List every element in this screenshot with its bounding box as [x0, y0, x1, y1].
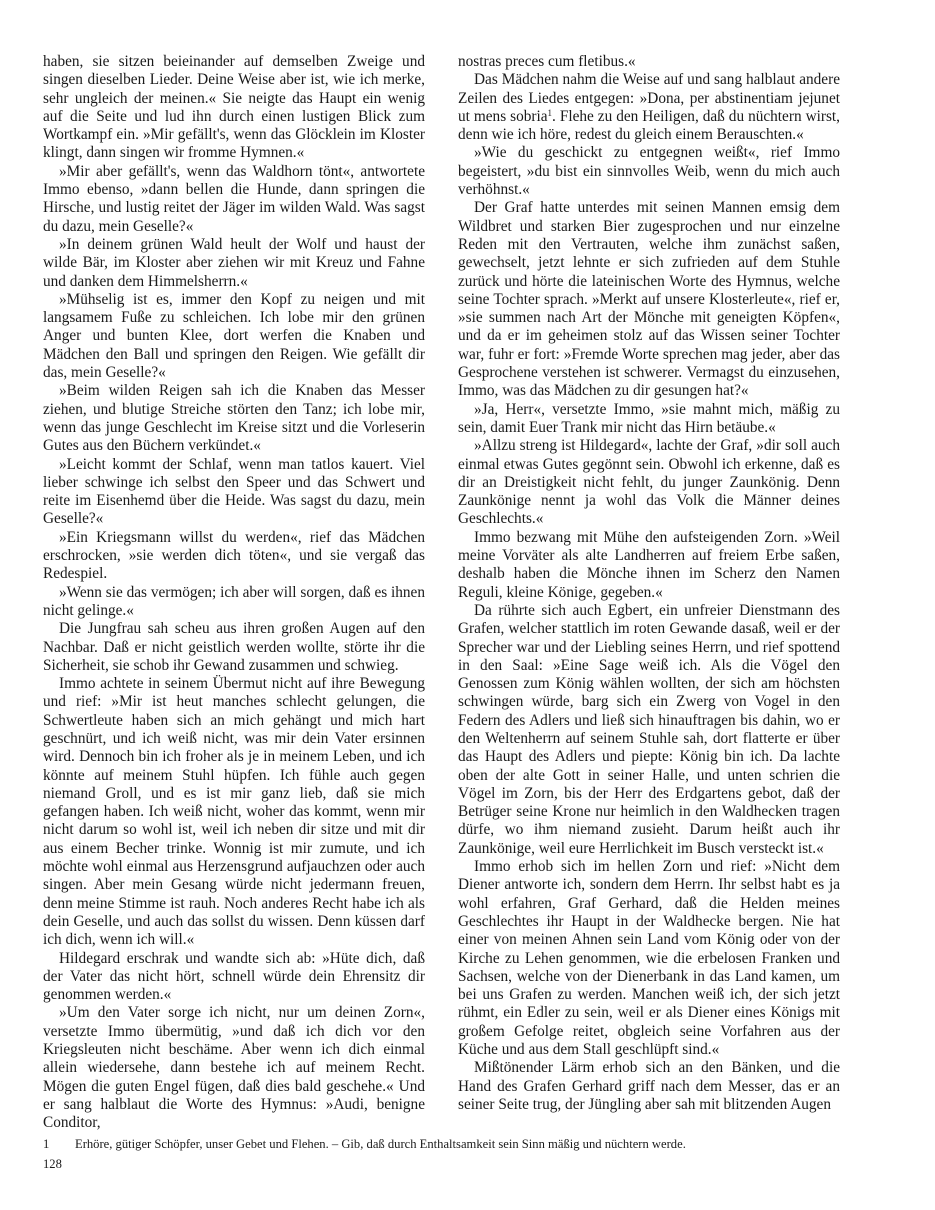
paragraph-with-footnote [458, 71, 840, 144]
paragraph: haben, sie sitzen beieinander auf demselben Zweige und singen dieselben Lieder. Deine Weise aber ist, wie ich merke, sehr ungleich der meinen.« Sie neigte das Haupt ein wenig auf die Seite und lud ihn durch einen lustigen Blick zum Wortkampf ein. »Mir gefällt's, wenn das Glöcklein im Kloster klingt, dann singen wir fromme Hymnen.« [43, 53, 425, 162]
paragraph: Immo erhob sich im hellen Zorn und rief: »Nicht dem Diener antworte ich, sondern dem Herrn. Ihr selbst habt es ja wohl erfahren, Graf Gerhard, daß die Helden meines Geschlechtes ihr Haupt in der Waldhecke bergen. Nie hat einer von meinen Ahnen sein Land vom König oder von der Kirche zu Lehen genommen, wie die erbelosen Franken und Sachsen, welche von der Dienerbank in das Land kamen, um bei uns Grafen zu werden. Manchen weiß ich, der sich jetzt rühmt, ein Edler zu sein, weil er als Diener eines Königs mit großem Gefolge reitet, obgleich seine Vorfahren aus der Küche und aus dem Stall geschlüpft sind.« [458, 858, 840, 1059]
left-text-column [43, 53, 425, 1133]
footnote-number: 1 [43, 1137, 50, 1151]
paragraph: »Wie du geschickt zu entgegnen weißt«, rief Immo begeistert, »du bist ein sinnvolles Weib, wenn du mich auch verhöhnst.« [458, 144, 840, 199]
footnote-text: Erhöre, gütiger Schöpfer, unser Gebet und Flehen. – Gib, daß durch Enthaltsamkeit sein Sinn mäßig und nüchtern werde. [75, 1137, 686, 1151]
paragraph: »In deinem grünen Wald heult der Wolf und haust der wilde Bär, im Kloster aber ziehen wir mit Kreuz und Fahne und danken dem Himmelsherrn.« [43, 235, 425, 290]
paragraph-continuation: nostras preces cum fletibus.« [458, 53, 636, 70]
paragraph: »Allzu streng ist Hildegard«, lachte der Graf, »dir soll auch einmal etwas Gutes gegönnt sein. Obwohl ich erkenne, daß es dir an Dreistigkeit nicht fehlt, du junger Zaunkönig. Denn Zaunkönige nennt ja wohl das Volk die Männer deines Geschlechts.« [458, 437, 840, 528]
paragraph: Mißtönender Lärm erhob sich an den Bänken, und die Hand des Grafen Gerhard griff nach dem Messer, das er an seiner Seite trug, der Jüngling aber sah mit blitzenden Augen [458, 1059, 840, 1113]
paragraph: »Ein Kriegsmann willst du werden«, rief das Mädchen erschrocken, »sie werden dich töten«, und sie vergaß das Redespiel. [43, 528, 425, 583]
paragraph: Immo bezwang mit Mühe den aufsteigenden Zorn. »Weil meine Vorväter als alte Landherren auf freiem Erbe saßen, deshalb haben die Mönche ihnen im Scherz den Namen Reguli, kleine Könige, gegeben.« [458, 528, 840, 601]
paragraph: »Mühselig ist es, immer den Kopf zu neigen und mit langsamem Fuße zu schleichen. Ich lobe mir den grünen Anger und bunten Klee, dort werfen die Knaben und Mädchen den Ball und springen den Reigen. Wie gefällt dir das, mein Geselle?« [43, 290, 425, 382]
paragraph: Immo achtete in seinem Übermut nicht auf ihre Bewegung und rief: »Mir ist heut manches schlecht gelungen, die Schwertleute haben sich an mich gehängt und mich hart geschnürt, und ich weiß nicht, was mir dein Vater ersinnen wird. Dennoch bin ich froher als je in meinem Leben, und ich könnte auf meinem Stuhl hüpfen. Ich fühle auch gegen niemand Groll, und es ist mir ganz lieb, daß sie mich gefangen haben. Ich weiß nicht, woher das kommt, wenn mir nicht darum so wohl ist, weil ich neben dir sitze und mit dir aus einem Becher trinke. Wonnig ist mir zumute, und ich möchte wohl einmal aus Herzensgrund aufjauchzen oder auch singen. Aber mein Gesang würde nicht jedermann freuen, denn meine Stimme ist rauh. Noch anderes Recht habe ich als dein Geselle, und auch das sollst du wissen. Denn küssen darf ich dich, wenn ich will.« [43, 675, 425, 949]
footnote [43, 1136, 893, 1152]
paragraph: »Ja, Herr«, versetzte Immo, »sie mahnt mich, mäßig zu sein, damit Euer Trank mir nicht das Hirn betäube.« [458, 400, 840, 436]
paragraph: »Wenn sie das vermögen; ich aber will sorgen, daß es ihnen nicht gelinge.« [43, 583, 425, 619]
paragraph: »Um den Vater sorge ich nicht, nur um deinen Zorn«, versetzte Immo übermütig, »und daß ich dich vor den Kriegsleuten nicht beschäme. Aber wenn ich dich einmal allein wiedersehe, dann bestehe ich auf meinem Recht. Mögen die guten Engel fügen, daß dies bald geschehe.« Und er sang halblaut die Worte des Hymnus: »Audi, benigne Conditor, [43, 1004, 425, 1132]
paragraph: Der Graf hatte unterdes mit seinen Mannen emsig dem Wildbret und starken Bier zugesprochen und nur einzelne Reden mit den Vertrauten, welche ihm zunächst saßen, gewechselt, jetzt lehnte er sich zufrieden auf dem Stuhle zurück und hörte die lateinischen Worte des Hymnus, welche seine Tochter sprach. »Merkt auf unsere Klosterleute«, rief er, »sie summen nach Art der Mönche mit geneigten Köpfen«, und da er im geheimen stolz auf das Wissen seiner Tochter war, fuhr er fort: »Fremde Worte sprechen mag jeder, aber das Gesprochene verstehen ist schwerer. Vermagst du einzusehen, Immo, was das Mädchen zu dir gesungen hat?« [458, 199, 840, 400]
paragraph: Hildegard erschrak und wandte sich ab: »Hüte dich, daß der Vater das nicht hört, schnell würde dein Ehrensitz dir genommen werden.« [43, 949, 425, 1004]
paragraph: Die Jungfrau sah scheu aus ihren großen Augen auf den Nachbar. Daß er nicht geistlich werden wollte, störte ihr die Sicherheit, sie schob ihr Gewand zusammen und schwieg. [43, 620, 425, 674]
page-number: 128 [43, 1157, 62, 1171]
right-text-column [458, 53, 840, 1114]
paragraph-text: . Flehe zu den Heiligen, daß du nüchtern wirst, denn wie ich höre, redest du gleich einem Berauschten.« [458, 107, 840, 144]
paragraph: »Beim wilden Reigen sah ich die Knaben das Messer ziehen, und blutige Streiche störten den Tanz; ich lobe mir, wenn das junge Geschlecht im Kreise sitzt und die Vorleserin Gutes aus den Büchern verkündet.« [43, 382, 425, 455]
paragraph: Da rührte sich auch Egbert, ein unfreier Dienstmann des Grafen, welcher stattlich im roten Gewande dasaß, weil er der Sprecher war und der Liebling seines Herrn, und rief spottend in den Saal: »Eine Sage weiß ich. Als die Vögel den Genossen zum König wählen wollten, der sich am höchsten schwingen würde, barg sich ein Zwerg von Vogel in den Federn des Adlers und ließ sich hinauftragen bis dahin, wo er den Weltenherrn auf seinem Stuhle sah, dort flatterte er über das Haupt des Adlers und piepte: König bin ich. Da lachte oben der alte Gott in seiner Halle, und unten schrien die Vögel im Zorn, bis der Herr des Erdgartens gebot, daß der Betrüger seine Krone nur heimlich in den Waldhecken tragen dürfe, wo ihm niemand zusieht. Darum heißt auch ihr Zaunkönige, weil eure Herrlichkeit im Busch versteckt ist.« [458, 601, 840, 857]
paragraph: »Mir aber gefällt's, wenn das Waldhorn tönt«, antwortete Immo ebenso, »dann bellen die Hunde, dann springen die Hirsche, und lustig reitet der Jäger im wilden Wald. Was sagst du dazu, mein Geselle?« [43, 162, 425, 235]
paragraph: »Leicht kommt der Schlaf, wenn man tatlos kauert. Viel lieber schwinge ich selbst den Speer und das Schwert und reite im Eisenhemd über die Heide. Was sagst du dazu, mein Geselle?« [43, 455, 425, 528]
footnote-reference[interactable]: 1 [547, 107, 553, 118]
paragraph-text: Das Mädchen nahm die Weise auf und sang halblaut andere Zeilen des Liedes entgegen: »Dona, per abstinentiam jejunet ut mens sobria [458, 71, 840, 125]
